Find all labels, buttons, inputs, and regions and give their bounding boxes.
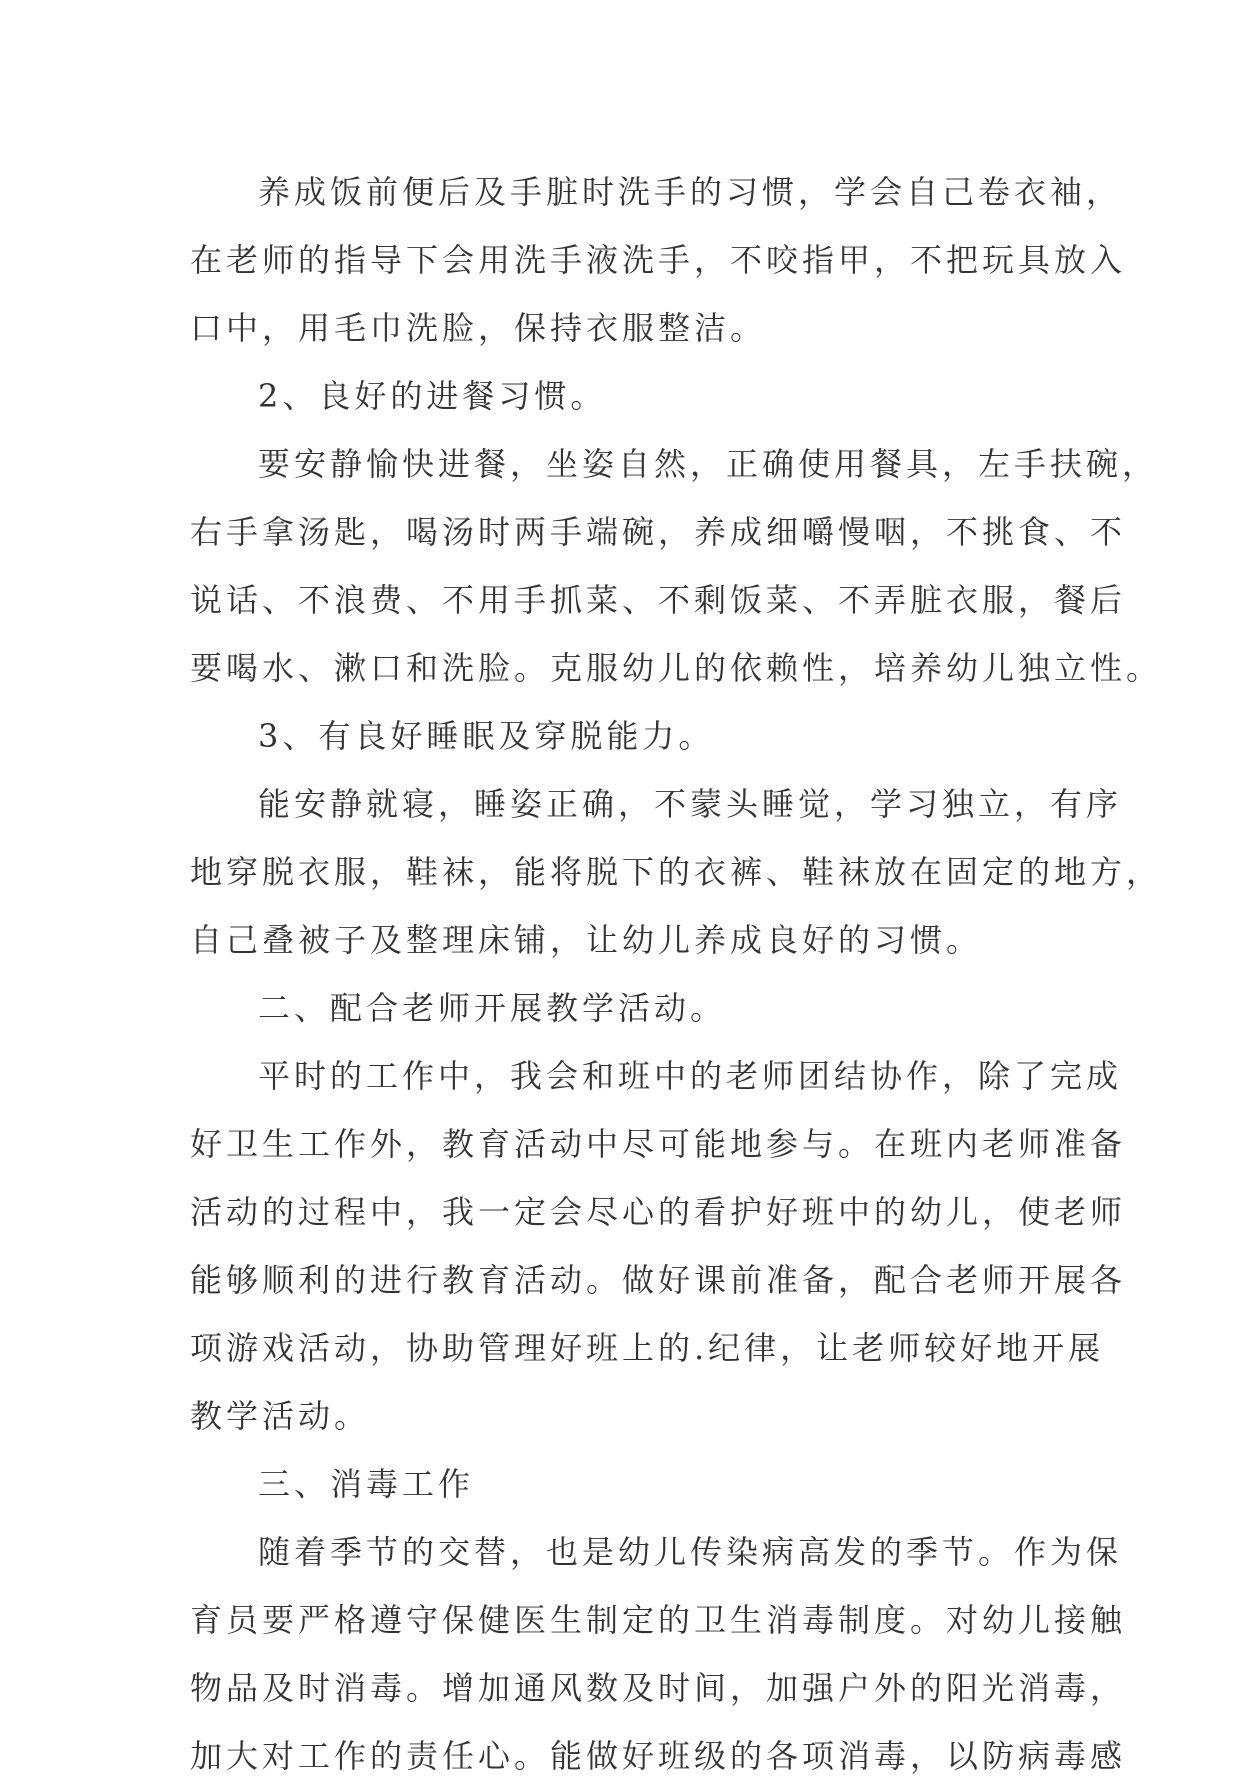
paragraph-line: 能安静就寝，睡姿正确，不蒙头睡觉，学习独立，有序 <box>258 785 1123 823</box>
section-heading: 2、良好的进餐习惯。 <box>258 377 607 415</box>
paragraph-line: 随着季节的交替，也是幼儿传染病高发的季节。作为保 <box>258 1533 1123 1571</box>
paragraph-line: 自己叠被子及整理床铺，让幼儿养成良好的习惯。 <box>190 921 983 959</box>
document-body <box>190 158 1163 1790</box>
paragraph-line: 教学活动。 <box>190 1397 371 1435</box>
section-heading: 3、有良好睡眠及穿脱能力。 <box>258 717 715 755</box>
paragraph-line: 加大对工作的责任心。能做好班级的各项消毒，以防病毒感 <box>190 1737 1127 1775</box>
paragraph-line: 说话、不浪费、不用手抓菜、不剩饭菜、不弄脏衣服，餐后 <box>190 581 1127 619</box>
paragraph-line: 养成饭前便后及手脏时洗手的习惯，学会自己卷衣袖， <box>258 173 1123 211</box>
paragraph-line: 右手拿汤匙，喝汤时两手端碗，养成细嚼慢咽，不挑食、不 <box>190 513 1127 551</box>
paragraph-line: 要安静愉快进餐，坐姿自然，正确使用餐具，左手扶碗， <box>258 445 1159 483</box>
paragraph-line: 项游戏活动，协助管理好班上的.纪律，让老师较好地开展 <box>190 1329 1105 1367</box>
paragraph-line: 活动的过程中，我一定会尽心的看护好班中的幼儿，使老师 <box>190 1193 1127 1231</box>
paragraph-line: 育员要严格遵守保健医生制定的卫生消毒制度。对幼儿接触 <box>190 1601 1127 1639</box>
paragraph-line: 在老师的指导下会用洗手液洗手，不咬指甲，不把玩具放入 <box>190 241 1127 279</box>
paragraph-line: 要喝水、漱口和洗脸。克服幼儿的依赖性，培养幼儿独立性。 <box>190 649 1163 687</box>
paragraph-line: 能够顺利的进行教育活动。做好课前准备，配合老师开展各 <box>190 1261 1127 1299</box>
paragraph-line: 地穿脱衣服，鞋袜，能将脱下的衣裤、鞋袜放在固定的地方， <box>190 853 1163 891</box>
paragraph-line: 平时的工作中，我会和班中的老师团结协作，除了完成 <box>258 1057 1123 1095</box>
paragraph-line: 好卫生工作外，教育活动中尽可能地参与。在班内老师准备 <box>190 1125 1127 1163</box>
section-heading: 二、配合老师开展教学活动。 <box>258 989 727 1027</box>
paragraph-line: 口中，用毛巾洗脸，保持衣服整洁。 <box>190 309 767 347</box>
section-heading: 三、消毒工作 <box>258 1465 475 1503</box>
paragraph-line: 物品及时消毒。增加通风数及时间，加强户外的阳光消毒， <box>190 1669 1127 1707</box>
